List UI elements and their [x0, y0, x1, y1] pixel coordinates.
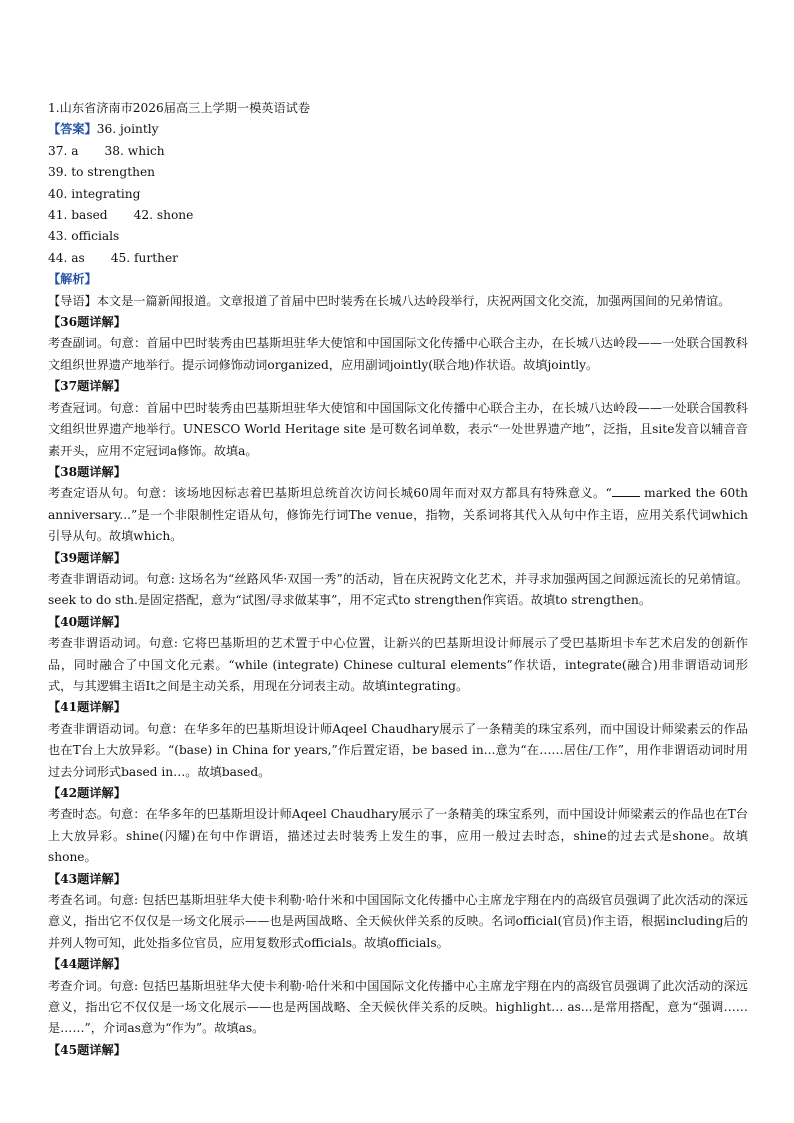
answer-row-44-45	[48, 248, 748, 269]
q36-text: 考查副词。句意：首届中巴时装秀由巴基斯坦驻华大使馆和中国国际文化传播中心联合主办，在长城八达岭段——一处联合国教科文组织世界遗产地举行。提示词修饰动词organized，应用副词jointly(联合地)作状语。故填jointly。	[48, 336, 748, 372]
q44-text: 考查介词。句意: 包括巴基斯坦驻华大使卡利勒·哈什米和中国国际文化传播中心主席龙宇翔在内的高级官员强调了此次活动的深远意义，指出它不仅仅是一场文化展示——也是两国战略、全天候伙伴关系的反映。highlight… as...是常用搭配，意为“强调……是……”，介词as意为“作为”。故填as。	[48, 978, 748, 1036]
answer-row-36	[48, 119, 748, 140]
q39-heading: 【39题详解】	[48, 550, 126, 565]
q43-heading: 【43题详解】	[48, 871, 126, 886]
intro-paragraph: 【导语】本文是一篇新闻报道。文章报道了首届中巴时装秀在长城八达岭段举行，庆祝两国文化交流，加强两国间的兄弟情谊。	[48, 293, 731, 308]
answer-37: 37. a	[48, 143, 79, 158]
answer-document	[48, 98, 748, 1061]
answer-row-37-38	[48, 141, 748, 162]
q38-heading: 【38题详解】	[48, 464, 126, 479]
q38-text	[48, 483, 748, 547]
answer-43: 43. officials	[48, 229, 120, 244]
answer-41: 41. based	[48, 208, 108, 223]
answer-42: 42. shone	[133, 208, 194, 223]
document-title: 1.山东省济南市2026届高三上学期一模英语试卷	[48, 101, 311, 115]
answer-36: 36. jointly	[96, 122, 159, 137]
q45-heading: 【45题详解】	[48, 1042, 126, 1057]
answer-label: 【答案】	[48, 122, 97, 137]
answer-45: 45. further	[110, 250, 179, 265]
answer-38: 38. which	[104, 143, 165, 158]
q44-heading: 【44题详解】	[48, 957, 126, 972]
answer-44: 44. as	[48, 250, 85, 265]
answer-39: 39. to strengthen	[48, 165, 156, 180]
q37-text: 考查冠词。句意：首届中巴时装秀由巴基斯坦驻华大使馆和中国国际文化传播中心联合主办，在长城八达岭段——一处联合国教科文组织世界遗产地举行。UNESCO World Heritage site 是可数名词单数，表示“一处世界遗产地”，泛指，且site发音以辅音音素开头，应用不定冠词a修饰。故填a。	[48, 400, 748, 458]
q40-text: 考查非谓语动词。句意: 它将巴基斯坦的艺术置于中心位置，让新兴的巴基斯坦设计师展示了受巴基斯坦卡车艺术启发的创新作品，同时融合了中国文化元素。“while (integrate) Chinese cultural elements”作状语，integrate(融合)用非谓语动词形式，与其逻辑主语It之间是主动关系，用现在分词表主动。故填integrating。	[48, 636, 748, 693]
answer-40: 40. integrating	[48, 186, 141, 201]
fill-blank	[612, 484, 640, 497]
q37-heading: 【37题详解】	[48, 379, 126, 394]
q41-text: 考查非谓语动词。句意：在华多年的巴基斯坦设计师Aqeel Chaudhary展示了一条精美的珠宝系列，而中国设计师梁素云的作品也在T台上大放异彩。“(base) in China for years,”作后置定语，be based in...意为“在……居住/工作”，用作非谓语动词时用过去分词形式based in…。故填based。	[48, 721, 748, 779]
q38-text-after: marked the 60th anniversary...”是一个非限制性定语从句，修饰先行词The venue，指物，关系词将其代入从句中作主语，应用关系代词which引导从句。故填which。	[48, 486, 748, 544]
answer-row-41-42	[48, 205, 748, 226]
q39-text: 考查非谓语动词。句意: 这场名为“丝路风华·双国一秀”的活动，旨在庆祝跨文化艺术，并寻求加强两国之间源远流长的兄弟情谊。seek to do sth.是固定搭配，意为“试图/寻求做某事”，用不定式to strengthen作宾语。故填to strengthen。	[48, 571, 748, 608]
q42-text: 考查时态。句意：在华多年的巴基斯坦设计师Aqeel Chaudhary展示了一条精美的珠宝系列，而中国设计师梁素云的作品也在T台上大放异彩。shine(闪耀)在句中作谓语，描述过去时装秀上发生的事，应用一般过去时态，shine的过去式是shone。故填shone。	[48, 807, 748, 865]
analysis-label: 【解析】	[48, 272, 97, 287]
q41-heading: 【41题详解】	[48, 700, 126, 715]
q40-heading: 【40题详解】	[48, 614, 126, 629]
q36-heading: 【36题详解】	[48, 315, 126, 330]
q38-text-before: 考查定语从句。句意：该场地因标志着巴基斯坦总统首次访问长城60周年而对双方都具有特殊意义。“	[48, 486, 612, 501]
q42-heading: 【42题详解】	[48, 786, 126, 800]
q43-text: 考查名词。句意: 包括巴基斯坦驻华大使卡利勒·哈什米和中国国际文化传播中心主席龙宇翔在内的高级官员强调了此次活动的深远意义，指出它不仅仅是一场文化展示——也是两国战略、全天候伙伴关系的反映。名词official(官员)作主语，根据including后的并列人物可知，此处指多位官员，应用复数形式officials。故填officials。	[48, 893, 748, 950]
